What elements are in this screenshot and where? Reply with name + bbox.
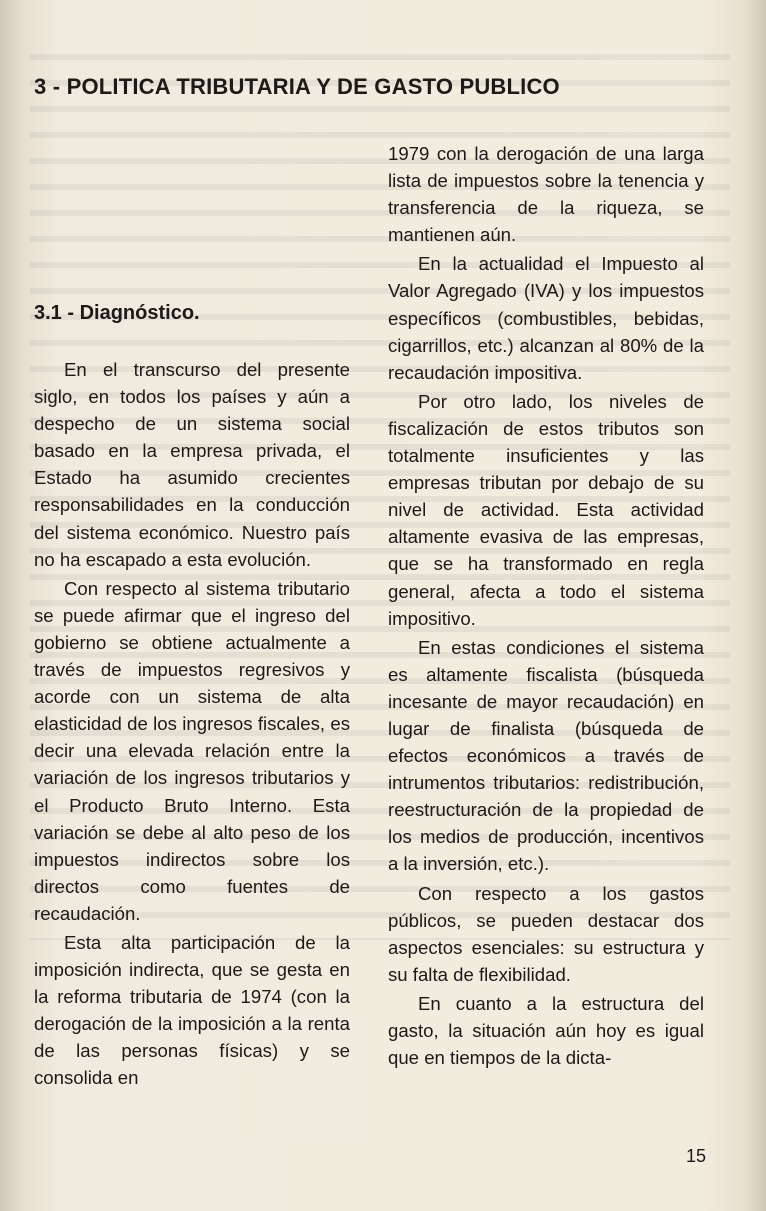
subsection-title: 3.1 - Diagnóstico. — [34, 302, 200, 324]
section-title: 3 - POLITICA TRIBUTARIA Y DE GASTO PUBLICO — [34, 74, 560, 99]
paragraph: En la actualidad el Impuesto al Valor Agregado (IVA) y los impuestos específicos (combustibles, bebidas, cigarrillos, etc.) alcanzan al 80% de la recaudación impositiva. — [388, 253, 704, 383]
right-column — [388, 140, 704, 1071]
paragraph: En el transcurso del presente siglo, en todos los países y aún a despecho de un sistema social basado en la empresa privada, el Estado ha asumido crecientes responsabilidades en la conducción del sistema económico. Nuestro país no ha escapado a esta evolución. — [34, 359, 350, 570]
page-number: 15 — [685, 1146, 706, 1166]
paragraph: Con respecto al sistema tributario se puede afirmar que el ingreso del gobierno se obtiene actualmente a través de impuestos regresivos y acorde con un sistema de alta elasticidad de los ingresos fiscales, es decir una elevada relación entre la variación de los ingresos tributarios y el Producto Bruto Interno. Esta variación se debe al alto peso de los impuestos indirectos sobre los directos como fuentes de recaudación. — [34, 577, 350, 924]
paragraph: Con respecto a los gastos públicos, se pueden destacar dos aspectos esenciales: su estructura y su falta de flexibilidad. — [388, 882, 704, 985]
left-column — [34, 300, 350, 1092]
paragraph: Esta alta participación de la imposición indirecta, que se gesta en la reforma tributaria de 1974 (con la derogación de la imposición a la renta de las personas físicas) y se consolida en — [34, 931, 350, 1089]
paragraph: En estas condiciones el sistema es altamente fiscalista (búsqueda incesante de mayor recaudación) en lugar de finalista (búsqueda de efectos económicos a través de intrumentos tributarios: redistribución, reestructuración de la propiedad de los medios de producción, incentivos a la inversión, etc.). — [388, 636, 704, 875]
paragraph: Por otro lado, los niveles de fiscalización de estos tributos son totalmente insuficientes y las empresas tributan por debajo de su nivel de actividad. Esta actividad altamente evasiva de las empresas, que se ha transformado en regla general, afecta a todo el sistema impositivo. — [388, 390, 704, 629]
paragraph: 1979 con la derogación de una larga lista de impuestos sobre la tenencia y transferencia de la riqueza, se mantienen aún. — [388, 143, 704, 246]
paragraph: En cuanto a la estructura del gasto, la situación aún hoy es igual que en tiempos de la dicta- — [388, 992, 704, 1069]
